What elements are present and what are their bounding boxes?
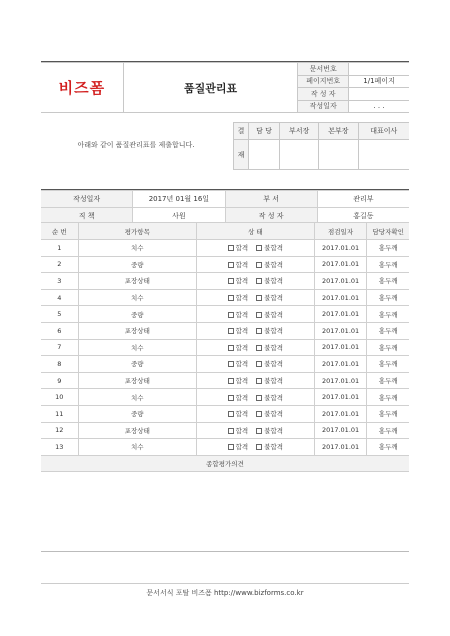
row-status — [197, 339, 315, 356]
row-no: 8 — [41, 356, 78, 373]
info-dept-value: 관리부 — [317, 191, 409, 208]
pass-label: 합격 — [235, 377, 249, 386]
fail-option[interactable] — [256, 293, 283, 302]
table-row — [41, 289, 409, 306]
pass-label: 합격 — [235, 426, 249, 435]
row-date: 2017.01.01 — [314, 372, 367, 389]
checkbox-icon[interactable] — [228, 262, 234, 268]
row-no: 13 — [41, 439, 78, 456]
row-status — [197, 289, 315, 306]
approval-box — [233, 122, 409, 170]
row-no: 10 — [41, 389, 78, 406]
row-manager: 홍두깨 — [367, 389, 409, 406]
row-no: 11 — [41, 405, 78, 422]
col-header-date: 점검일자 — [314, 223, 367, 240]
fail-label: 불합격 — [264, 343, 284, 352]
info-table — [41, 190, 409, 225]
row-status — [197, 422, 315, 439]
row-manager: 홍두깨 — [367, 289, 409, 306]
row-item: 치수 — [78, 439, 196, 456]
row-status — [197, 405, 315, 422]
fail-label: 불합격 — [264, 410, 284, 419]
pass-option[interactable] — [228, 442, 249, 451]
quality-table — [41, 222, 409, 552]
approval-sign-division-head[interactable] — [319, 140, 358, 170]
col-header-no: 순 번 — [41, 223, 78, 240]
row-item: 치수 — [78, 289, 196, 306]
fail-label: 불합격 — [264, 294, 284, 303]
row-item: 중량 — [78, 306, 196, 323]
row-item: 포장상태 — [78, 273, 196, 290]
row-manager: 홍두깨 — [367, 306, 409, 323]
row-manager: 홍두깨 — [367, 322, 409, 339]
row-manager: 홍두깨 — [367, 273, 409, 290]
footer-text: 문서서식 포탈 비즈폼 http://www.bizforms.co.kr — [146, 589, 304, 597]
pass-label: 합격 — [235, 327, 249, 336]
row-status — [197, 389, 315, 406]
row-date: 2017.01.01 — [314, 306, 367, 323]
checkbox-icon[interactable] — [228, 295, 234, 301]
meta-label-page-no: 페이지번호 — [298, 75, 349, 88]
fail-option[interactable] — [256, 260, 283, 269]
row-date: 2017.01.01 — [314, 422, 367, 439]
row-date: 2017.01.01 — [314, 240, 367, 257]
info-date-value: 2017년 01월 16일 — [133, 191, 225, 208]
row-manager: 홍두깨 — [367, 356, 409, 373]
checkbox-icon[interactable] — [228, 444, 234, 450]
approval-sign-dept-head[interactable] — [279, 140, 318, 170]
fail-label: 불합격 — [264, 393, 284, 402]
table-row — [41, 439, 409, 456]
col-header-item: 평가항목 — [78, 223, 196, 240]
row-item: 치수 — [78, 389, 196, 406]
checkbox-icon[interactable] — [228, 345, 234, 351]
fail-label: 불합격 — [264, 310, 284, 319]
fail-option[interactable] — [256, 310, 283, 319]
checkbox-icon[interactable] — [228, 395, 234, 401]
fail-option[interactable] — [256, 376, 283, 385]
row-no: 2 — [41, 256, 78, 273]
fail-option[interactable] — [256, 243, 283, 252]
pass-option[interactable] — [228, 343, 249, 352]
pass-option[interactable] — [228, 326, 249, 335]
checkbox-icon[interactable] — [256, 328, 262, 334]
checkbox-icon[interactable] — [256, 428, 262, 434]
fail-option[interactable] — [256, 442, 283, 451]
row-no: 7 — [41, 339, 78, 356]
approval-sign-ceo[interactable] — [358, 140, 409, 170]
pass-label: 합격 — [235, 443, 249, 452]
fail-option[interactable] — [256, 393, 283, 402]
col-header-manager: 담당자확인 — [367, 223, 409, 240]
pass-label: 합격 — [235, 310, 249, 319]
row-date: 2017.01.01 — [314, 339, 367, 356]
fail-option[interactable] — [256, 276, 283, 285]
meta-label-date: 작성일자 — [298, 100, 349, 113]
pass-option[interactable] — [228, 376, 249, 385]
row-no: 12 — [41, 422, 78, 439]
checkbox-icon[interactable] — [256, 278, 262, 284]
checkbox-icon[interactable] — [256, 361, 262, 367]
info-dept-label: 부 서 — [225, 191, 317, 208]
fail-label: 불합격 — [264, 327, 284, 336]
meta-value-doc-no — [349, 63, 409, 76]
row-manager: 홍두깨 — [367, 256, 409, 273]
fail-label: 불합격 — [264, 360, 284, 369]
checkbox-icon[interactable] — [256, 378, 262, 384]
row-status — [197, 322, 315, 339]
row-status — [197, 273, 315, 290]
checkbox-icon[interactable] — [256, 245, 262, 251]
row-date: 2017.01.01 — [314, 273, 367, 290]
row-date: 2017.01.01 — [314, 322, 367, 339]
pass-label: 합격 — [235, 260, 249, 269]
row-no: 5 — [41, 306, 78, 323]
fail-label: 불합격 — [264, 260, 284, 269]
pass-label: 합격 — [235, 360, 249, 369]
intro-text: 아래와 같이 품질관리표를 제출합니다. — [77, 141, 195, 149]
row-manager: 홍두깨 — [367, 405, 409, 422]
row-item: 중량 — [78, 356, 196, 373]
footer-rule — [41, 583, 409, 584]
pass-option[interactable] — [228, 393, 249, 402]
table-row — [41, 389, 409, 406]
pass-label: 합격 — [235, 244, 249, 253]
fail-option[interactable] — [256, 326, 283, 335]
table-header-row — [41, 223, 409, 240]
checkbox-icon[interactable] — [256, 295, 262, 301]
row-manager: 홍두깨 — [367, 240, 409, 257]
fail-option[interactable] — [256, 426, 283, 435]
row-no: 4 — [41, 289, 78, 306]
table-row — [41, 339, 409, 356]
row-status — [197, 372, 315, 389]
row-item: 중량 — [78, 256, 196, 273]
row-item: 중량 — [78, 405, 196, 422]
approval-col-division-head: 본부장 — [319, 123, 358, 140]
row-no: 6 — [41, 322, 78, 339]
row-status — [197, 439, 315, 456]
document-header — [41, 62, 409, 113]
meta-value-page-no: 1/1페이지 — [349, 75, 409, 88]
pass-option[interactable] — [228, 310, 249, 319]
info-writer-value: 홍길동 — [317, 208, 409, 225]
info-position-label: 직 책 — [41, 208, 133, 225]
row-status — [197, 356, 315, 373]
info-date-label: 작성일자 — [41, 191, 133, 208]
table-row — [41, 256, 409, 273]
table-row — [41, 356, 409, 373]
row-date: 2017.01.01 — [314, 289, 367, 306]
opinion-bottom-rule — [41, 551, 409, 552]
meta-value-writer — [349, 88, 409, 101]
info-position-value: 사원 — [133, 208, 225, 225]
checkbox-icon[interactable] — [228, 328, 234, 334]
row-status — [197, 306, 315, 323]
row-item: 포장상태 — [78, 372, 196, 389]
checkbox-icon[interactable] — [228, 361, 234, 367]
approval-col-staff: 담 당 — [249, 123, 280, 140]
table-row — [41, 405, 409, 422]
meta-value-date: . . . — [349, 100, 409, 113]
checkbox-icon[interactable] — [256, 395, 262, 401]
checkbox-icon[interactable] — [228, 245, 234, 251]
fail-label: 불합격 — [264, 443, 284, 452]
pass-option[interactable] — [228, 243, 249, 252]
pass-option[interactable] — [228, 293, 249, 302]
fail-option[interactable] — [256, 343, 283, 352]
table-row — [41, 240, 409, 257]
opinion-header-row — [41, 455, 409, 472]
page-title: 품질관리표 — [183, 81, 238, 95]
checkbox-icon[interactable] — [256, 345, 262, 351]
fail-label: 불합격 — [264, 377, 284, 386]
row-date: 2017.01.01 — [314, 405, 367, 422]
logo-cell — [41, 63, 123, 113]
checkbox-icon[interactable] — [228, 312, 234, 318]
bizforms-logo: 비즈폼 — [58, 79, 106, 97]
fail-label: 불합격 — [264, 244, 284, 253]
checkbox-icon[interactable] — [256, 312, 262, 318]
row-manager: 홍두깨 — [367, 372, 409, 389]
row-no: 9 — [41, 372, 78, 389]
fail-option[interactable] — [256, 409, 283, 418]
table-row — [41, 306, 409, 323]
approval-side-top: 결 — [234, 123, 249, 140]
approval-side-bottom: 재 — [234, 140, 249, 170]
approval-col-dept-head: 부서장 — [279, 123, 318, 140]
pass-option[interactable] — [228, 260, 249, 269]
meta-label-writer: 작 성 자 — [298, 88, 349, 101]
pass-option[interactable] — [228, 426, 249, 435]
approval-sign-staff[interactable] — [249, 140, 280, 170]
row-date: 2017.01.01 — [314, 356, 367, 373]
pass-option[interactable] — [228, 409, 249, 418]
row-no: 1 — [41, 240, 78, 257]
pass-label: 합격 — [235, 343, 249, 352]
fail-option[interactable] — [256, 359, 283, 368]
info-writer-label: 작 성 자 — [225, 208, 317, 225]
row-item: 치수 — [78, 339, 196, 356]
pass-option[interactable] — [228, 359, 249, 368]
checkbox-icon[interactable] — [256, 262, 262, 268]
row-manager: 홍두깨 — [367, 339, 409, 356]
fail-label: 불합격 — [264, 277, 284, 286]
row-manager: 홍두깨 — [367, 439, 409, 456]
pass-label: 합격 — [235, 277, 249, 286]
row-manager: 홍두깨 — [367, 422, 409, 439]
pass-label: 합격 — [235, 393, 249, 402]
pass-label: 합격 — [235, 294, 249, 303]
row-item: 포장상태 — [78, 322, 196, 339]
row-date: 2017.01.01 — [314, 256, 367, 273]
fail-label: 불합격 — [264, 426, 284, 435]
row-date: 2017.01.01 — [314, 389, 367, 406]
title-cell — [123, 63, 297, 113]
row-item: 포장상태 — [78, 422, 196, 439]
meta-label-doc-no: 문서번호 — [298, 63, 349, 76]
row-date: 2017.01.01 — [314, 439, 367, 456]
row-status — [197, 256, 315, 273]
table-row — [41, 372, 409, 389]
checkbox-icon[interactable] — [228, 428, 234, 434]
table-row — [41, 322, 409, 339]
row-item: 치수 — [78, 240, 196, 257]
checkbox-icon[interactable] — [228, 378, 234, 384]
row-status — [197, 240, 315, 257]
checkbox-icon[interactable] — [256, 444, 262, 450]
approval-col-ceo: 대표이사 — [358, 123, 409, 140]
table-row — [41, 273, 409, 290]
row-no: 3 — [41, 273, 78, 290]
col-header-status: 상 태 — [197, 223, 315, 240]
checkbox-icon[interactable] — [228, 278, 234, 284]
opinion-body-row — [41, 472, 409, 553]
opinion-label: 종합평가의견 — [41, 455, 409, 472]
checkbox-icon[interactable] — [228, 411, 234, 417]
checkbox-icon[interactable] — [256, 411, 262, 417]
pass-option[interactable] — [228, 276, 249, 285]
pass-label: 합격 — [235, 410, 249, 419]
opinion-input-area[interactable] — [41, 472, 409, 553]
table-row — [41, 422, 409, 439]
